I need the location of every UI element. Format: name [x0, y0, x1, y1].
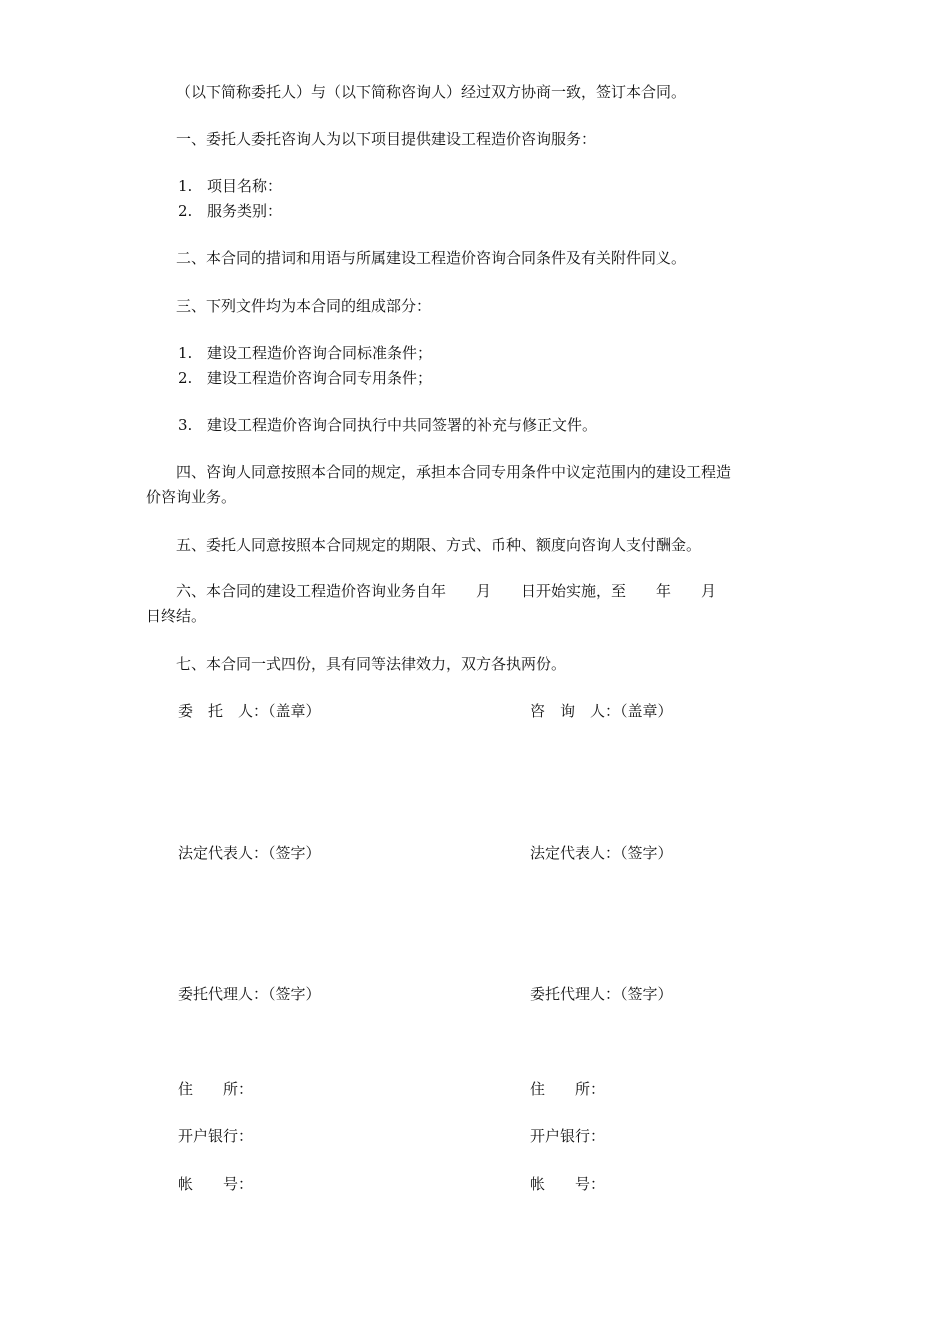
client-seal-label: 委 托 人：（盖章）	[178, 702, 321, 720]
list-item-number: 1.	[178, 344, 193, 362]
list-item-text: 建设工程造价咨询合同执行中共同签署的补充与修正文件。	[207, 416, 598, 434]
list-item-number: 3.	[178, 416, 193, 434]
clause-2: 二、本合同的措词和用语与所属建设工程造价咨询合同条件及有关附件同义。	[176, 249, 687, 267]
clause-7: 七、本合同一式四份，具有同等法律效力，双方各执两份。	[176, 655, 567, 673]
client-agent-label: 委托代理人：（签字）	[178, 985, 321, 1003]
list-item-number: 1.	[178, 177, 193, 195]
list-item-number: 2.	[178, 202, 193, 220]
list-item-text: 建设工程造价咨询合同专用条件；	[207, 369, 433, 387]
clause-5: 五、委托人同意按照本合同规定的期限、方式、币种、额度向咨询人支付酬金。	[176, 536, 702, 554]
clause-1: 一、委托人委托咨询人为以下项目提供建设工程造价咨询服务：	[176, 130, 597, 148]
consultant-seal-label: 咨 询 人：（盖章）	[530, 702, 673, 720]
client-legal-rep-label: 法定代表人：（签字）	[178, 844, 321, 862]
list-item-text: 服务类别：	[207, 202, 283, 220]
consultant-legal-rep-label: 法定代表人：（签字）	[530, 844, 673, 862]
consultant-bank-label: 开户银行：	[530, 1127, 606, 1145]
list-item-text: 项目名称：	[207, 177, 283, 195]
intro-paragraph: （以下简称委托人）与（以下简称咨询人）经过双方协商一致，签订本合同。	[176, 83, 687, 101]
client-account-label: 帐 号：	[178, 1175, 254, 1193]
consultant-address-label: 住 所：	[530, 1080, 606, 1098]
list-item-text: 建设工程造价咨询合同标准条件；	[207, 344, 433, 362]
client-address-label: 住 所：	[178, 1080, 254, 1098]
list-item-number: 2.	[178, 369, 193, 387]
consultant-agent-label: 委托代理人：（签字）	[530, 985, 673, 1003]
clause-4-line-1: 四、咨询人同意按照本合同的规定，承担本合同专用条件中议定范围内的建设工程造	[176, 463, 732, 481]
client-bank-label: 开户银行：	[178, 1127, 254, 1145]
clause-4-line-2: 价咨询业务。	[146, 488, 237, 506]
consultant-account-label: 帐 号：	[530, 1175, 606, 1193]
clause-6-line-1: 六、本合同的建设工程造价咨询业务自年 月 日开始实施，至 年 月	[176, 582, 717, 600]
clause-6-line-2: 日终结。	[146, 607, 207, 625]
clause-3: 三、下列文件均为本合同的组成部分：	[176, 297, 432, 315]
